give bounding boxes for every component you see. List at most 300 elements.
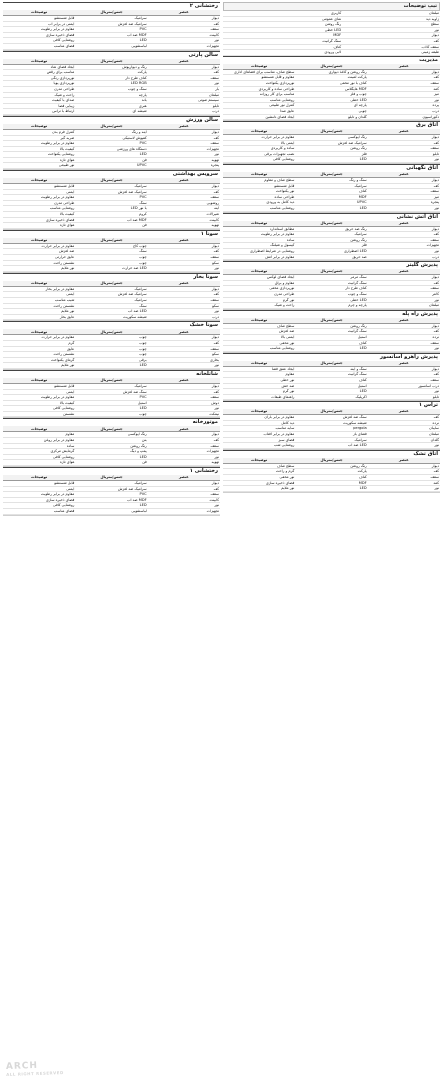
table-cell: سنگ و چوب [295,291,367,297]
room-section [3,230,220,273]
section-title: اتاق نگهبانی [223,164,440,172]
right-column [223,2,440,1078]
table-cell: کف [368,75,440,81]
table-cell: نور [368,443,440,449]
table-cell: مناسب برای رقص [3,70,75,76]
table-cell: با نور LED [75,206,147,212]
table-cell: دیوار [368,463,440,469]
table-cell: سنگ مرمر [295,275,367,281]
table-cell: نور [148,363,220,369]
spec-table [3,329,220,369]
table-cell: فن [75,460,147,466]
table-cell: نور گرم [223,297,295,303]
table-cell: کف [148,249,220,255]
table-cell: هوای تازه [3,157,75,163]
table-cell: ایمنی [3,389,75,395]
table-cell: کف [148,135,220,141]
column-header: توضیحات [223,458,295,464]
spec-table [3,378,220,418]
column-header: جنس/متریال [75,238,147,244]
table-cell: ضربه گیر [3,135,75,141]
column-header: جنس/متریال [295,269,367,275]
table-cell: چوب [75,346,147,352]
table-cell: طراحی مدرن [3,86,75,92]
spec-table [3,59,220,115]
room-section [223,121,440,164]
table-cell: گرمایش مرکزی [3,449,75,455]
table-row [223,157,440,163]
column-header: عنصر [148,178,220,184]
column-header: توضیحات [3,378,75,384]
table-cell: سرامیک ضد لغزش [75,486,147,492]
room-section [223,213,440,262]
table-cell: MDF هایگلاس [295,86,367,92]
table-cell: پرده [368,103,440,109]
table-cell: سرامیک [75,383,147,389]
column-header: توضیحات [3,329,75,335]
table-cell: کابینت [148,497,220,503]
section-title: سالن ورزش [3,116,220,124]
room-section [223,310,440,353]
table-cell: مقاوم در برابر آتش [223,254,295,260]
table-cell: رنگ اپوکسی [295,135,367,141]
table-cell: سنگ گرانیت [295,280,367,286]
table-cell: ایمنی بالا [223,140,295,146]
room-section [3,116,220,170]
column-header: توضیحات [3,238,75,244]
table-cell: کف [368,469,440,475]
table-cell: نیمکت [148,411,220,417]
table-cell: PVC [75,27,147,33]
table-cell: سنگ [75,200,147,206]
column-header: جنس/متریال [75,281,147,287]
table-cell: کف [148,292,220,298]
table-cell: مقاوم در برابر حرارت [3,243,75,249]
legend-rows [223,11,440,56]
column-header: توضیحات [3,475,75,481]
table-cell: چوبی [295,108,367,114]
table-header-row [3,238,220,244]
table-cell: نشستن راحت [3,260,75,266]
table-cell: سقف [148,195,220,201]
room-section [223,353,440,402]
table-row [223,254,440,260]
table-cell: مقاوم در برابر رطوبت [3,27,75,33]
table-cell: نشستن [3,411,75,417]
table-cell: LED ضد آب [295,443,367,449]
table-cell: تجهیزات [148,146,220,152]
table-row [3,460,220,466]
table-cell: پارچه [75,92,147,98]
table-cell: LED [75,406,147,412]
table-cell: دیوار [148,383,220,389]
legend-value: رنگ روشن [324,22,342,27]
column-header: جنس/متریال [295,318,367,324]
table-cell: UPVC [295,200,367,206]
table-cell: شیرآلات [148,212,220,218]
table-cell: هوای تازه [3,460,75,466]
table-cell: سکو [148,352,220,358]
table-cell: نور [148,38,220,44]
legend-title: تیپ توضیحات [223,2,440,11]
table-cell: کناف طرح دار [75,75,147,81]
table-cell: ارتباط با تراس [3,109,75,115]
section-title: سونا خشک [3,321,220,329]
column-header: توضیحات [223,269,295,275]
column-header: جنس/متریال [75,10,147,16]
table-cell: فن [75,223,147,229]
section-title: سرویس بهداشتی [3,170,220,178]
document-sheet [2,2,440,1078]
column-header: جنس/متریال [75,475,147,481]
table-cell: کف [148,389,220,395]
spec-table [223,458,440,492]
watermark-logo [6,1060,64,1077]
table-cell: ساده [3,443,75,449]
table-cell: سطح صاف و مقاوم [223,178,295,184]
table-cell: نور مخفی [223,340,295,346]
table-cell: نصب تجهیزات برقی [223,151,295,157]
table-cell: سنگ ضد لغزش [75,389,147,395]
table-cell: کف [148,340,220,346]
table-cell: مقاوم در برابر آفتاب [223,432,295,438]
table-cell: کناف با نور مخفی [295,80,367,86]
table-cell: هنری [75,103,147,109]
table-cell: مقاوم در برابر رطوبت [223,232,295,238]
table-cell: روشنایی کافی [3,503,75,509]
legend-block [223,2,440,56]
table-cell: نور [368,346,440,352]
table-header-row [223,458,440,464]
table-cell: روشنایی یکنواخت [3,152,75,158]
table-cell: بخاری [148,357,220,363]
table-cell: استیل [295,383,367,389]
column-header: توضیحات [223,221,295,227]
table-cell: سنگ و چوب [75,86,147,92]
table-cell: مقاوم در برابر باران [223,415,295,421]
table-cell: سرامیک [75,16,147,22]
table-cell: ضد لغزش [223,329,295,335]
table-cell: دیوار [368,178,440,184]
table-cell: فلز [295,243,367,249]
table-cell: نورپردازی یکنواخت [223,80,295,86]
table-cell: LED ضد آب [75,309,147,315]
column-header: جنس/متریال [75,124,147,130]
table-cell: سقف [148,492,220,498]
table-cell: LED [295,157,367,163]
table-cell: نور خطی [223,377,295,383]
column-header: عنصر [148,10,220,16]
table-cell: نرده [368,420,440,426]
column-header: توضیحات [223,129,295,135]
room-section [3,2,220,51]
table-cell: تابلو [368,151,440,157]
table-cell: گلدان [368,437,440,443]
table-cell: بتن [75,438,147,444]
table-cell: ایجاد فضای شاد [3,64,75,70]
table-cell: قابل شستشو [223,183,295,189]
table-cell: کیفیت بالا [3,400,75,406]
table-cell: LED [75,38,147,44]
table-cell: LED [295,206,367,212]
table-cell: نور ملایم [3,266,75,272]
table-cell: روشنایی مناسب [223,97,295,103]
table-cell: دوش [148,400,220,406]
table-cell: مقاوم در برابر رطوبت [3,195,75,201]
table-cell: مقاوم در برابر حرارت [223,135,295,141]
table-cell: پارچه و چرم [295,303,367,309]
table-cell: پنجره [148,163,220,169]
column-header: جنس/متریال [295,221,367,227]
legend-value: LED خطی [324,27,342,32]
table-header-row [223,409,440,415]
column-header: عنصر [148,329,220,335]
table-cell: LED [75,454,147,460]
table-cell: سرامیک [295,183,367,189]
section-title: رختشانی ۲ [3,2,220,10]
table-cell: زیبایی فضا [3,103,75,109]
table-row [223,303,440,309]
table-cell: pergola [295,426,367,432]
table-cell: چوب کاج [75,243,147,249]
section-title: سونا بخار [3,273,220,281]
table-cell: کابینت [148,217,220,223]
table-cell: تهویه [148,223,220,229]
section-title: سونا ۱ [3,230,220,238]
legend-key: زاویه دید [425,16,439,21]
table-cell: شیشه سکوریت [75,314,147,320]
table-cell: کف [368,280,440,286]
section-title: پذیرش راه پله [223,310,440,318]
table-cell: رنگ روشن [295,463,367,469]
table-cell: ایمنی [3,292,75,298]
table-cell: UPVC [75,163,147,169]
legend-value: سنگ گرانیت [322,38,342,43]
table-row [3,314,220,320]
table-cell: نور [148,406,220,412]
legend-value: کناف [333,44,342,49]
table-header-row [223,361,440,367]
room-section [3,51,220,116]
table-cell: نور ملایم [3,309,75,315]
table-cell: LED [75,503,147,509]
table-cell: سقف [368,80,440,86]
table-cell: تابلو [148,103,220,109]
table-cell: مقاوم و براق [223,280,295,286]
table-cell: ساده [223,237,295,243]
legend-value: کاربری [330,11,342,15]
table-cell: سنگ ضد لغزش [295,415,367,421]
spec-table [223,409,440,449]
table-cell: پمپ و دیگ [75,449,147,455]
table-cell: ایمنی [3,189,75,195]
table-header-row [3,329,220,335]
table-cell: ضد لغزش [3,249,75,255]
table-cell: راحت و شیک [223,303,295,309]
table-cell: فضای ذخیره سازی [3,497,75,503]
table-cell: چوب [75,340,147,346]
table-header-row [3,59,220,65]
table-cell: سرامیک [75,481,147,487]
table-cell: میز [368,194,440,200]
table-cell: عایق صدا [223,108,295,114]
table-cell: روشنایی در شرایط اضطراری [223,249,295,255]
table-cell: صدای با کیفیت [3,98,75,104]
table-cell: راحت و شیک [3,92,75,98]
table-cell: مقاوم در برابر بخار [3,286,75,292]
table-cell: قابل شستشو [3,16,75,22]
table-cell: سکو [148,303,220,309]
table-cell: مبلمان [368,432,440,438]
table-cell: مقاوم در برابر روغن [3,438,75,444]
table-cell: کناف [295,189,367,195]
section-title: پذیرش گلیتر [223,261,440,269]
table-cell: بار [148,86,220,92]
table-row [223,206,440,212]
table-cell: باند [75,98,147,104]
legend-key: مبلمان [428,11,439,15]
table-cell: ایمنی در برابر آب [3,21,75,27]
table-cell: LED اضطراری [295,249,367,255]
legend-key: نور [434,27,439,32]
table-cell: روشنایی مناسب [223,206,295,212]
table-cell: سقف [148,141,220,147]
table-cell: کناف [295,475,367,481]
table-cell: نور طبیعی [3,163,75,169]
table-cell: دیوار [368,366,440,372]
table-cell: کف [368,140,440,146]
table-cell: تابلو [368,394,440,400]
table-cell: آینه [148,206,220,212]
table-cell: پارچه ای [295,103,367,109]
column-header: جنس/متریال [295,458,367,464]
table-cell: نور [148,266,220,272]
table-cell: روشنایی مناسب [3,206,75,212]
table-row [3,163,220,169]
table-cell: مقاوم در برابر حرارت [3,335,75,341]
table-cell: نشستن راحت [3,352,75,358]
section-title: سالن پارتی [3,51,220,59]
spec-table [3,124,220,169]
table-cell: سنگ و رنگ [295,178,367,184]
table-cell: فلز [295,151,367,157]
table-cell: درب [368,254,440,260]
table-cell: چوب [75,411,147,417]
spec-table [3,238,220,272]
spec-table [223,172,440,212]
table-cell: LED [295,486,367,492]
column-header: توضیحات [3,10,75,16]
table-cell: دیوار [148,64,220,70]
table-cell: سقف [148,255,220,261]
spec-table [223,221,440,261]
table-cell: چوب و فلز [295,92,367,98]
column-header: توضیحات [223,172,295,178]
table-header-row [223,64,440,70]
table-cell: پارکت [75,70,147,76]
table-cell: کناف [295,340,367,346]
column-header: عنصر [368,361,440,367]
column-header: عنصر [148,124,220,130]
table-cell: کف [148,21,220,27]
table-cell: سنگ [75,303,147,309]
column-header: جنس/متریال [75,329,147,335]
table-cell: سقف [148,297,220,303]
table-cell: سرامیک [75,184,147,190]
table-cell: نور [148,152,220,158]
column-header: عنصر [148,59,220,65]
table-cell: رنگ روشن [75,443,147,449]
table-row [3,363,220,369]
room-section [3,370,220,419]
table-cell: فضای ذخیره سازی [3,32,75,38]
table-cell: ایجاد فضای لوکس [223,275,295,281]
table-cell: کف [368,232,440,238]
table-cell: روشویی [148,200,220,206]
table-cell: هوای تازه [3,223,75,229]
table-cell: LED خطی [295,97,367,103]
table-cell: مبلمان [368,303,440,309]
table-cell: ایمنی [3,486,75,492]
table-cell: نور [368,97,440,103]
spec-table [3,426,220,466]
table-cell: دستگاه های ورزشی [75,146,147,152]
legend-key: کف [433,38,439,43]
table-cell: چوب [75,260,147,266]
table-header-row [223,269,440,275]
column-header: عنصر [368,269,440,275]
table-cell: سقف [368,146,440,152]
table-row [3,266,220,272]
table-cell: عایق بخار [3,314,75,320]
column-header: جنس/متریال [295,409,367,415]
column-header: توضیحات [3,281,75,287]
table-cell: درب آسانسور [368,383,440,389]
table-row [223,443,440,449]
table-cell: دید کامل [223,420,295,426]
table-header-row [3,475,220,481]
table-cell: لباسشویی [75,43,147,49]
table-cell: نور [368,249,440,255]
table-cell: دیوار [148,129,220,135]
column-header: توضیحات [3,426,75,432]
table-cell: کف [148,438,220,444]
table-cell: پنجره [368,200,440,206]
table-cell: فضای مناسب [3,43,75,49]
table-cell: نورپردازی مخفی [223,286,295,292]
table-cell: تهویه [148,460,220,466]
table-cell: پارکت لمینت [295,75,367,81]
room-section [223,450,440,493]
column-header: توضیحات [223,361,295,367]
table-cell: سطح صاف [223,463,295,469]
table-cell: دیوار [148,184,220,190]
table-cell: تهویه [148,157,220,163]
column-header: جنس/متریال [75,59,147,65]
table-cell: کف [148,189,220,195]
table-cell: نور ملایم [223,486,295,492]
table-cell: کروم [75,212,147,218]
table-cell: کناف [295,377,367,383]
table-row [3,43,220,49]
table-cell: سرامیک ضد لغزش [75,292,147,298]
table-cell: رنگ روشن [295,237,367,243]
table-cell: لباسشویی [75,509,147,515]
table-cell: سنگ گرانیت [295,372,367,378]
table-cell: رنگ اپوکسی [75,432,147,438]
table-cell: سنگ و آینه [295,366,367,372]
table-cell: سقف [148,395,220,401]
